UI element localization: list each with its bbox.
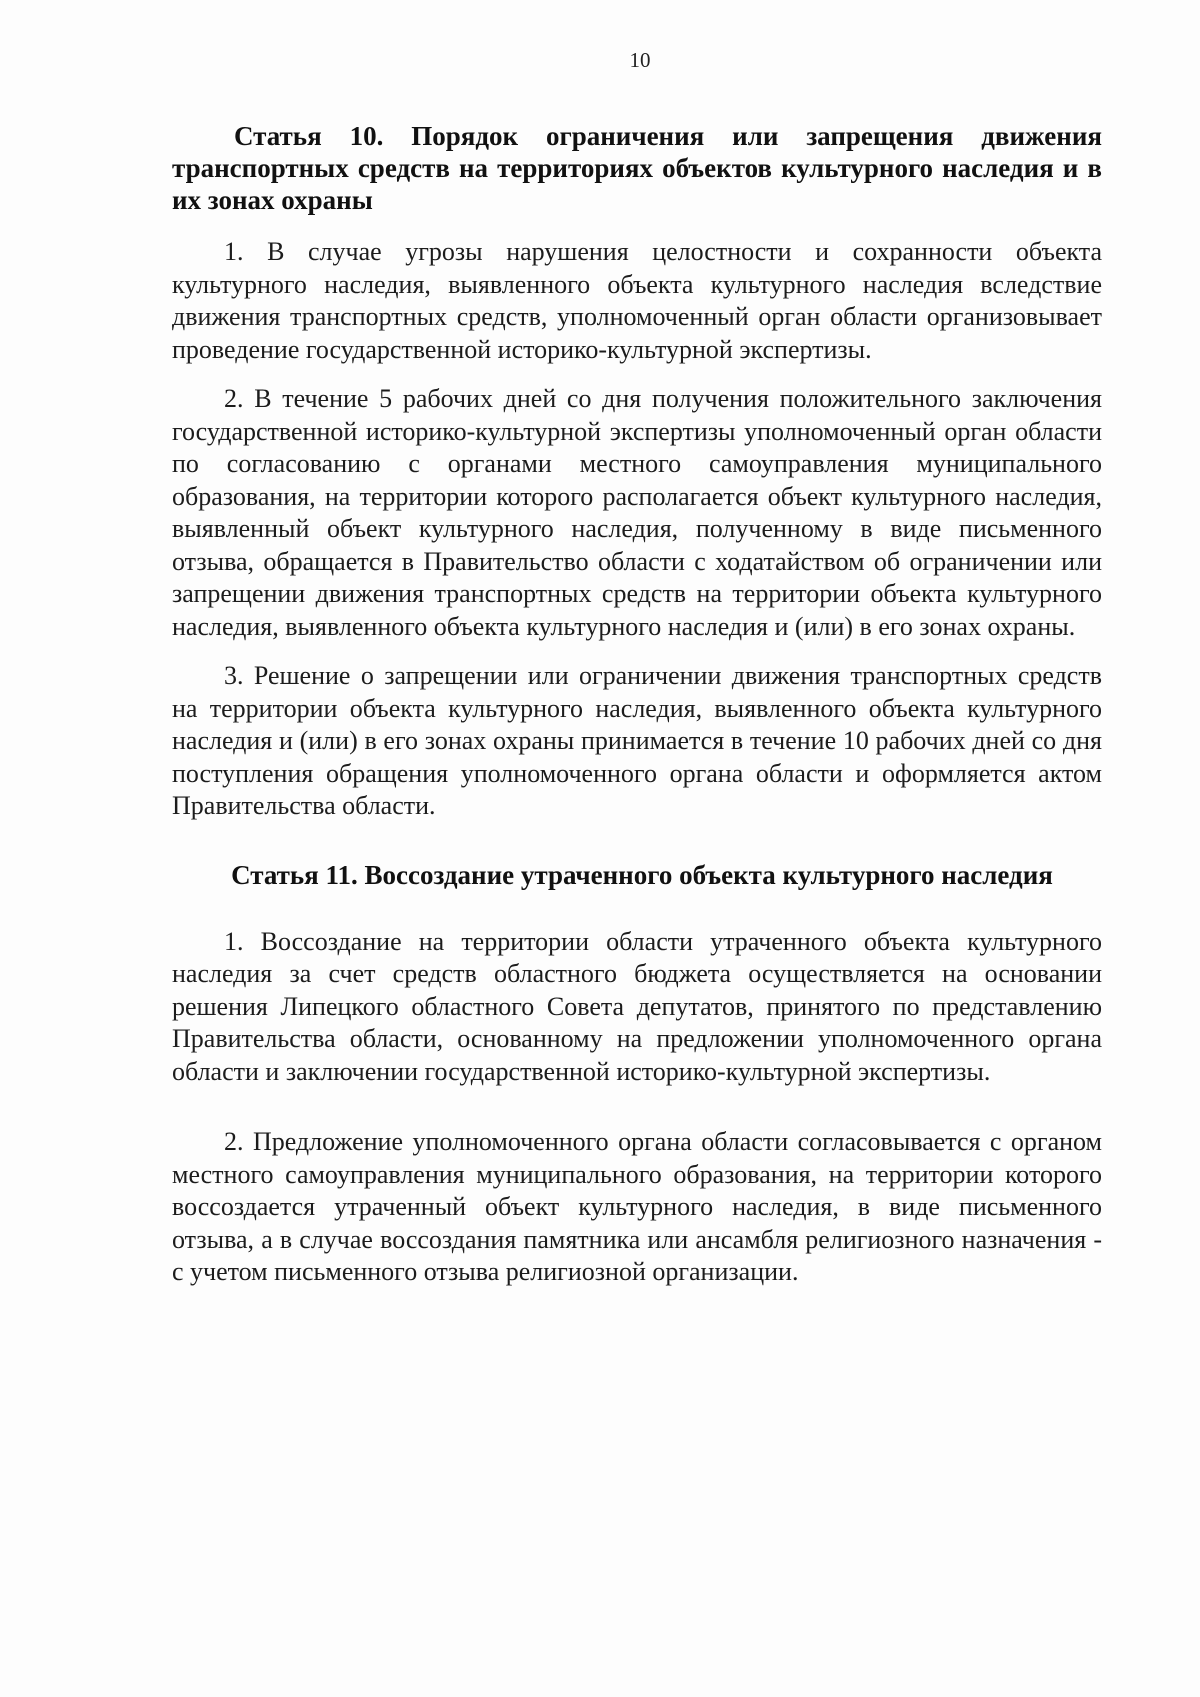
article-11-paragraph-1: 1. Воссоздание на территории области утраченного объекта культурного наследия за счет средств областного бюджета осуществляется на основании решения Липецкого областного Совета депутатов, принятого по представлению Правительства области, основанному на предложении уполномоченного органа области и заключении государственной историко-культурной экспертизы.	[172, 926, 1102, 1086]
document-body	[172, 120, 1102, 1289]
article-11-paragraph-2: 2. Предложение уполномоченного органа области согласовывается с органом местного самоуправления муниципального образования, на территории которого воссоздается утраченный объект культурного наследия, в виде письменного отзыва, а в случае воссоздания памятника или ансамбля религиозного назначения - с учетом письменного отзыва религиозной организации.	[172, 1127, 1102, 1286]
article-10-paragraph-2: 2. В течение 5 рабочих дней со дня получения положительного заключения государственной историко-культурной экспертизы уполномоченный орган области по согласованию с органами местного самоуправления муниципального образования, на территории которого располагается объект культурного наследия, выявленный объект культурного наследия, полученному в виде письменного отзыва, обращается в Правительство области с ходатайством об ограничении или запрещении движения транспортных средств на территории объекта культурного наследия, выявленного объекта культурного наследия и (или) в его зонах охраны.	[172, 384, 1102, 641]
page-number: 10	[629, 48, 651, 72]
article-10-paragraph-3: 3. Решение о запрещении или ограничении движения транспортных средств на территории объекта культурного наследия, выявленного объекта культурного наследия и (или) в его зонах охраны принимается в течение 10 рабочих дней со дня поступления обращения уполномоченного органа области и оформляется актом Правительства области.	[172, 661, 1102, 820]
article-11-heading: Статья 11. Воссоздание утраченного объекта культурного наследия	[231, 859, 1053, 890]
article-10-heading: Статья 10. Порядок ограничения или запрещения движения транспортных средств на территориях объектов культурного наследия и в их зонах охраны	[172, 121, 1102, 215]
article-10-paragraph-1: 1. В случае угрозы нарушения целостности и сохранности объекта культурного наследия, выявленного объекта культурного наследия вследствие движения транспортных средств, уполномоченный орган области организовывает проведение государственной историко-культурной экспертизы.	[172, 237, 1102, 364]
